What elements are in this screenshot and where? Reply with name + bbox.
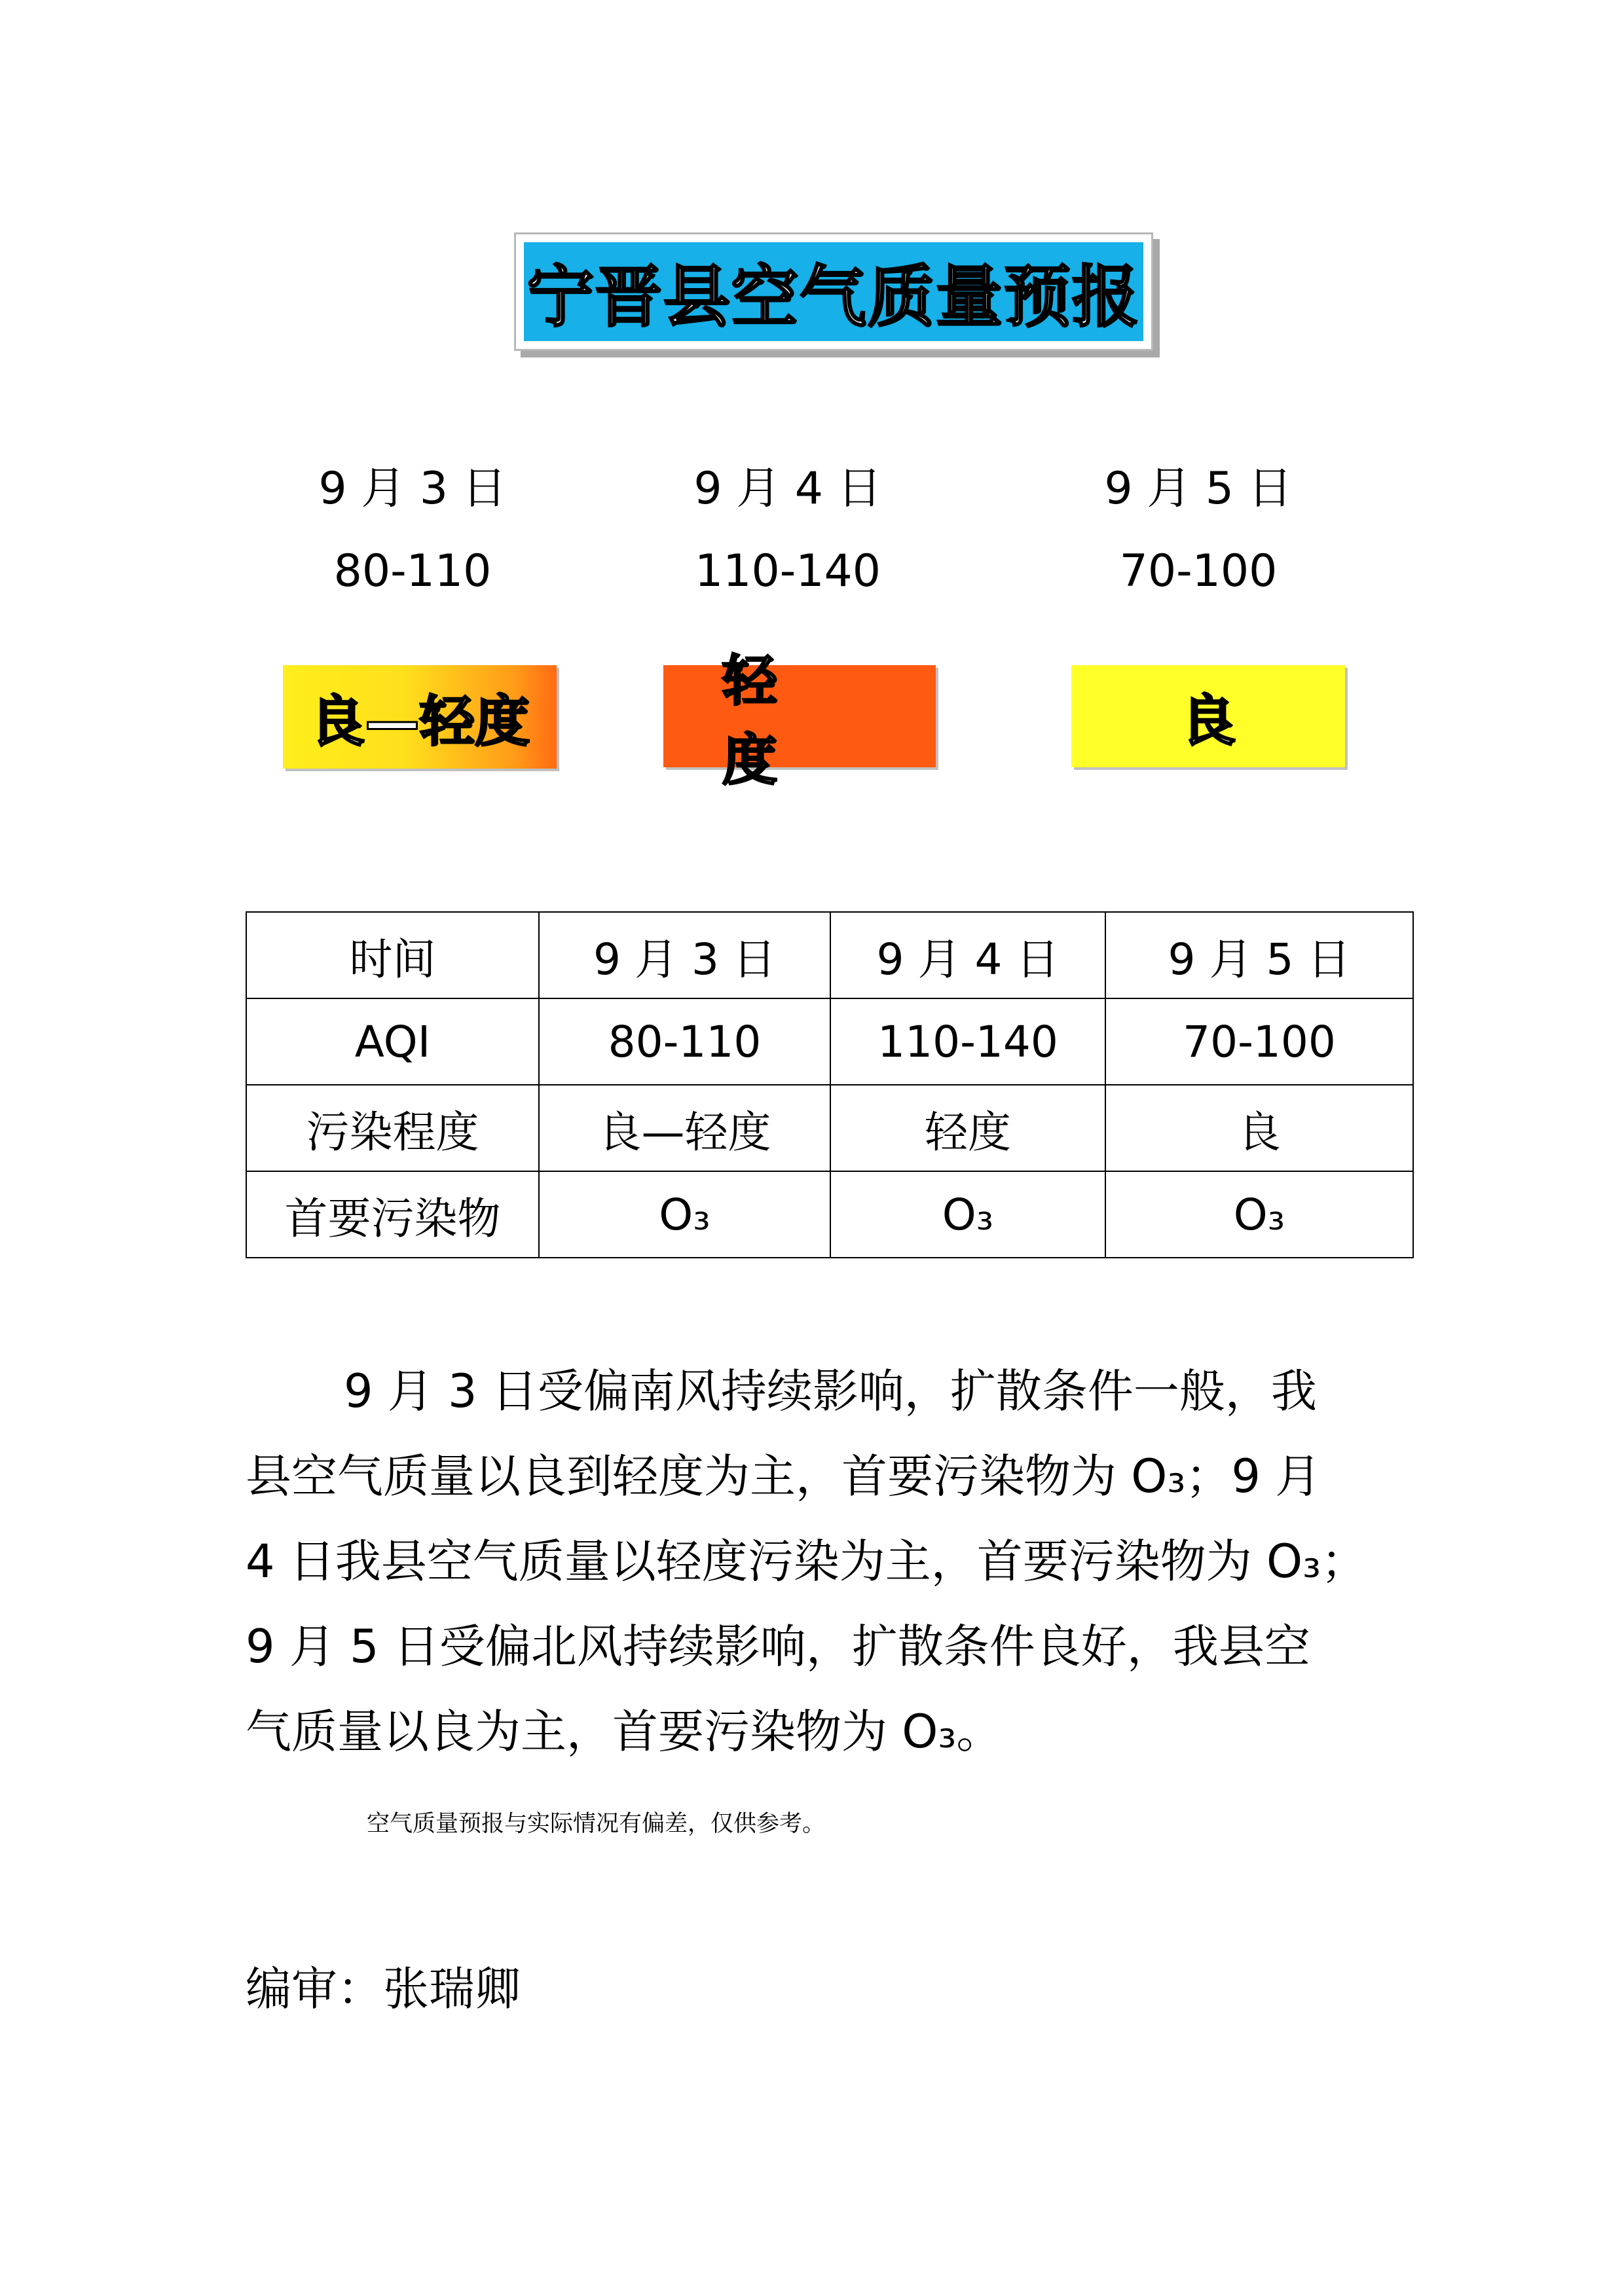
table-cell: O₃ bbox=[1105, 1171, 1413, 1258]
table-cell: O₃ bbox=[830, 1171, 1105, 1258]
table-header-cell: 9 月 4 日 bbox=[830, 912, 1105, 998]
forecast-description bbox=[246, 1349, 1365, 1774]
forecast-aqi: 80-110 bbox=[333, 545, 492, 597]
level-label: 良 bbox=[1180, 688, 1236, 753]
table-header-row bbox=[246, 912, 1413, 998]
paragraph-line: 9 月 3 日受偏南风持续影响，扩散条件一般，我 bbox=[344, 1364, 1317, 1418]
forecast-date: 9 月 3 日 bbox=[318, 463, 507, 515]
table-cell: AQI bbox=[246, 998, 539, 1085]
table-header-cell: 时间 bbox=[246, 912, 539, 998]
table-cell: O₃ bbox=[539, 1171, 830, 1258]
level-label: 轻 度 bbox=[722, 649, 837, 792]
forecast-aqi: 110-140 bbox=[694, 545, 881, 597]
table-header-cell: 9 月 3 日 bbox=[539, 912, 830, 998]
forecast-column-3 bbox=[1041, 463, 1356, 597]
table-cell: 80-110 bbox=[539, 998, 830, 1085]
table-cell: 良 bbox=[1105, 1085, 1413, 1171]
paragraph-line: 9 月 5 日受偏北风持续影响，扩散条件良好，我县空 bbox=[246, 1620, 1310, 1673]
disclaimer-note: 空气质量预报与实际情况有偏差，仅供参考。 bbox=[367, 1811, 826, 1837]
table-row bbox=[246, 998, 1413, 1085]
level-label: 良—轻度 bbox=[309, 689, 530, 754]
forecast-column-1 bbox=[255, 463, 570, 597]
table-header-cell: 9 月 5 日 bbox=[1105, 912, 1413, 998]
forecast-date: 9 月 5 日 bbox=[1104, 463, 1293, 515]
table-cell: 110-140 bbox=[830, 998, 1105, 1085]
editor-credit: 编审：张瑞卿 bbox=[246, 1962, 521, 2016]
forecast-date: 9 月 4 日 bbox=[693, 463, 882, 515]
title-banner bbox=[514, 232, 1153, 351]
table-row bbox=[246, 1085, 1413, 1171]
table-cell: 良—轻度 bbox=[539, 1085, 830, 1171]
table-cell: 轻度 bbox=[830, 1085, 1105, 1171]
forecast-column-2 bbox=[631, 463, 945, 597]
title-banner-fill bbox=[524, 242, 1143, 341]
level-box-day2 bbox=[663, 649, 936, 792]
paragraph-line: 气质量以良为主，首要污染物为 O₃。 bbox=[246, 1705, 1003, 1758]
table-cell: 污染程度 bbox=[246, 1085, 539, 1171]
paragraph-line: 县空气质量以良到轻度为主，首要污染物为 O₃；9 月 bbox=[246, 1449, 1321, 1503]
forecast-table bbox=[246, 911, 1414, 1258]
level-box-day3 bbox=[1071, 665, 1345, 767]
forecast-aqi: 70-100 bbox=[1119, 545, 1278, 597]
table-row bbox=[246, 1171, 1413, 1258]
page-title: 宁晋县空气质量预报 bbox=[527, 258, 1140, 337]
table-cell: 首要污染物 bbox=[246, 1171, 539, 1258]
paragraph-line: 4 日我县空气质量以轻度污染为主，首要污染物为 O₃； bbox=[246, 1535, 1367, 1588]
table-cell: 70-100 bbox=[1105, 998, 1413, 1085]
level-box-day1 bbox=[283, 665, 557, 769]
